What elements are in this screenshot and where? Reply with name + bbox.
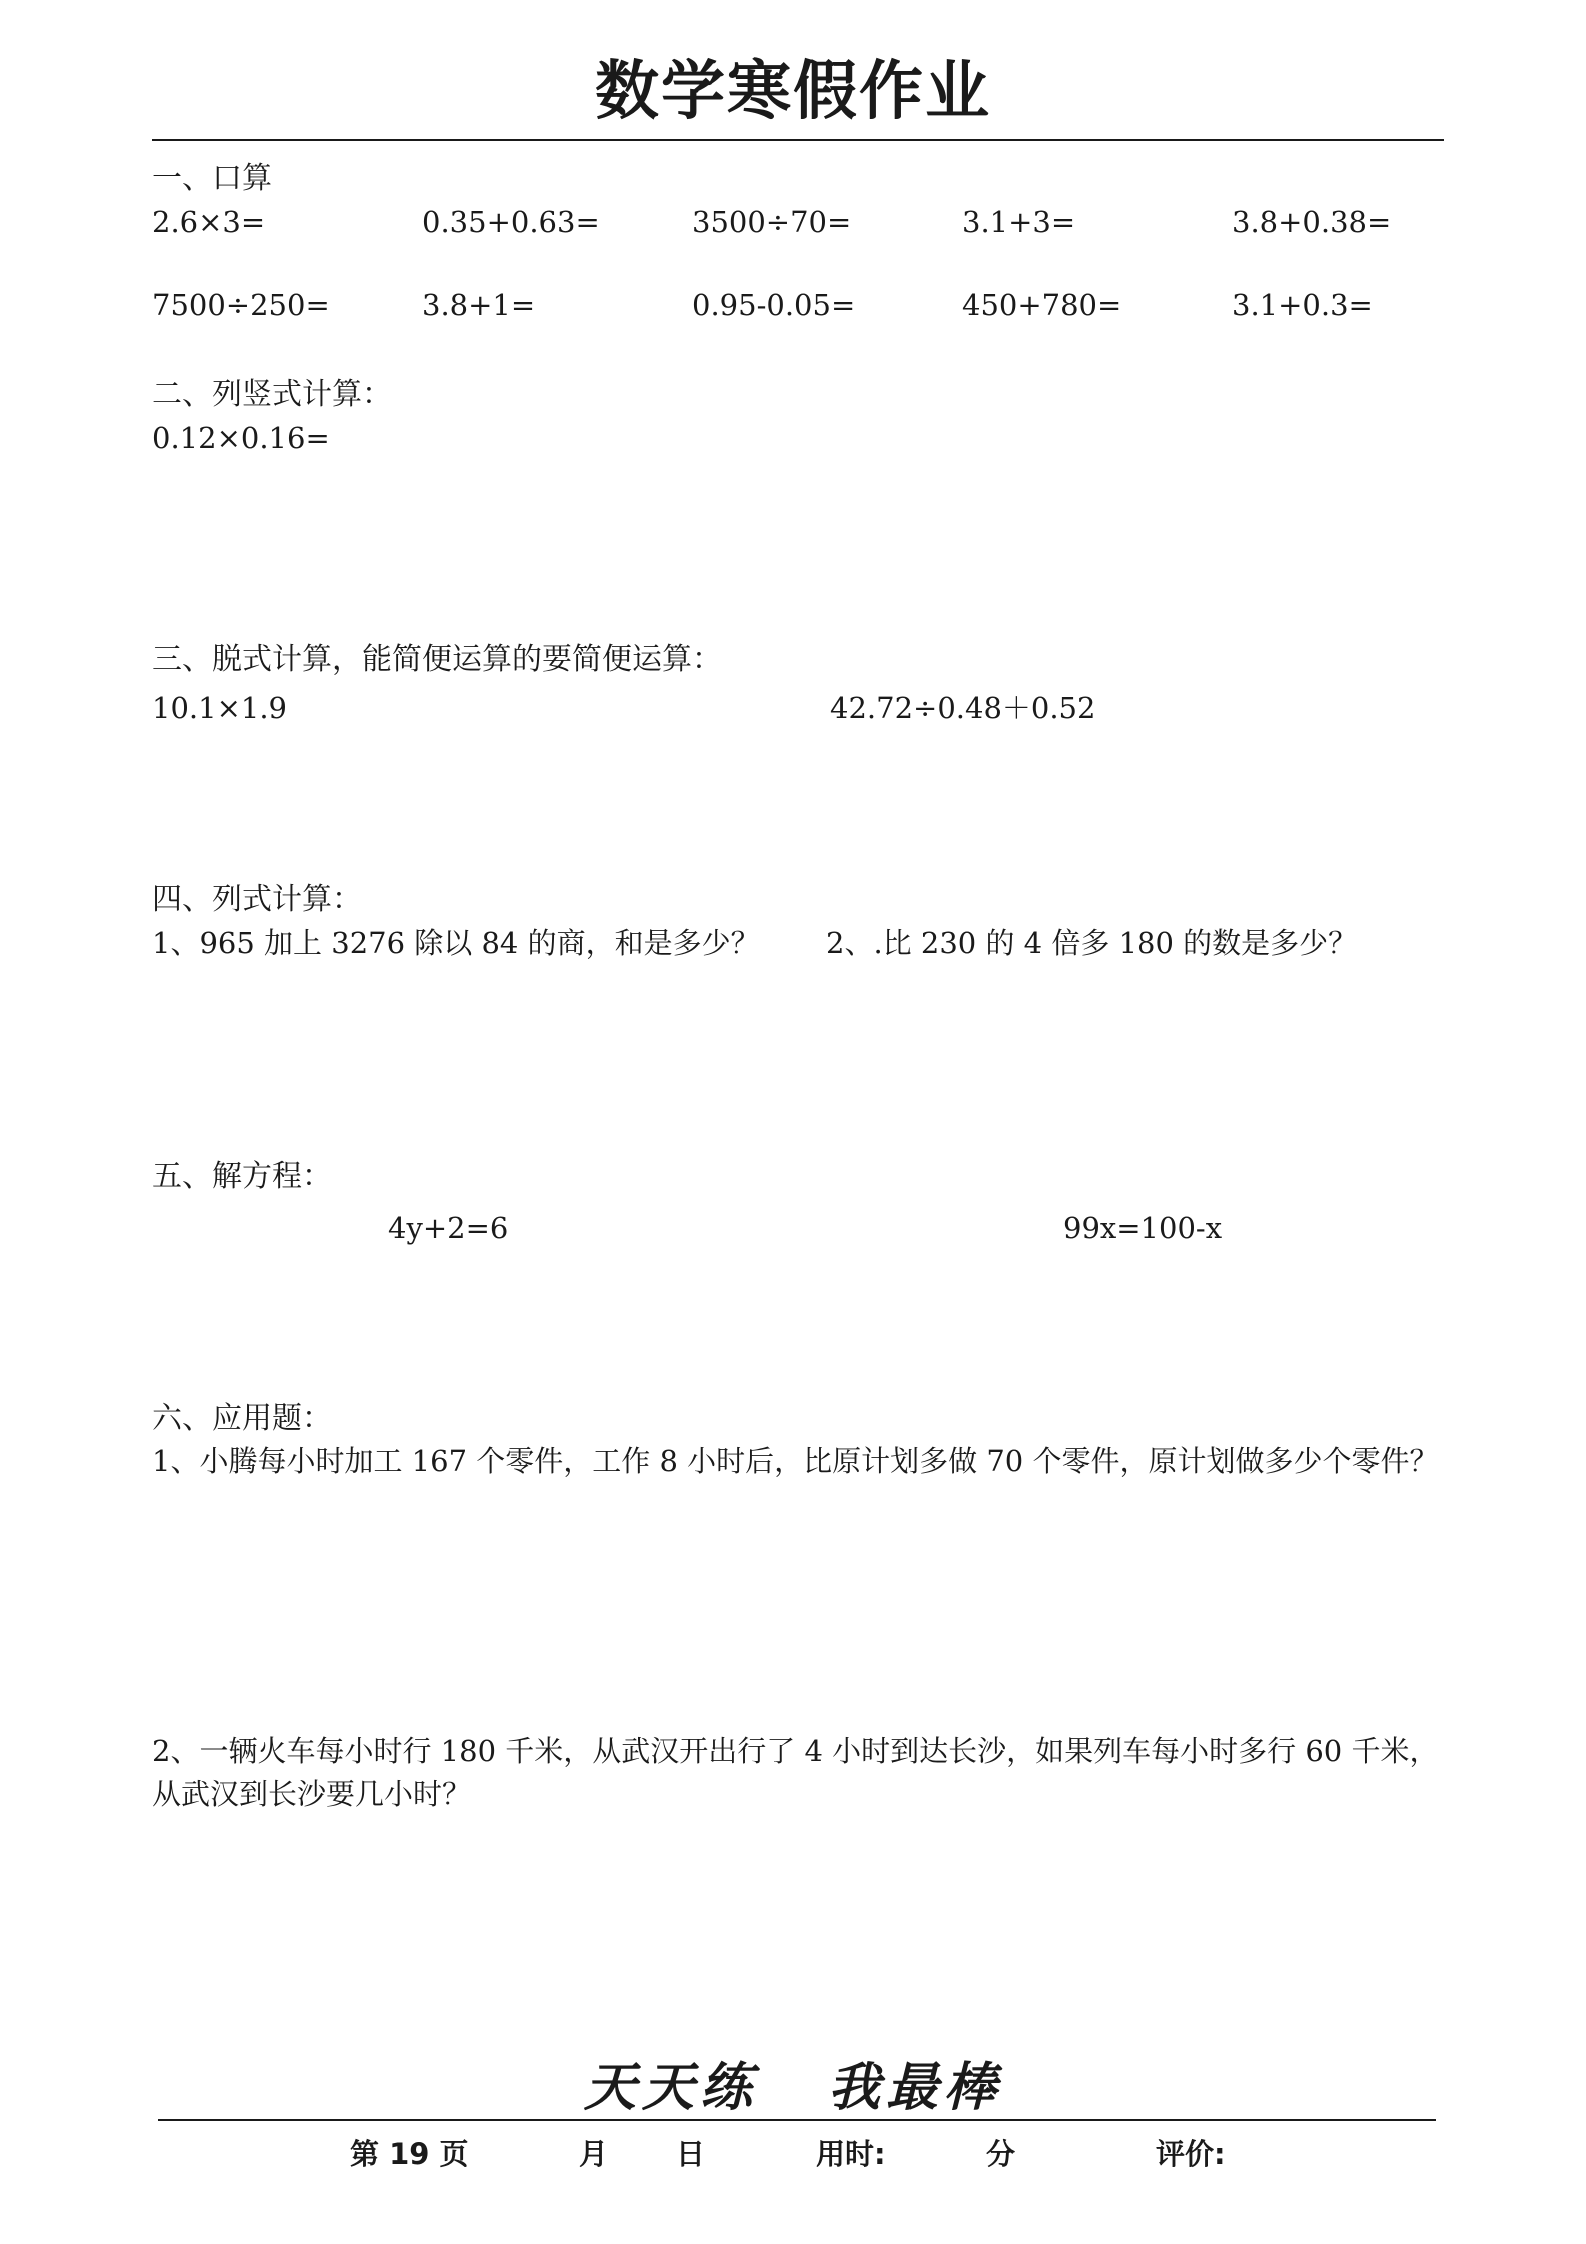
footer-month: 月 [579,2137,609,2171]
footer-time-label: 用时: [816,2137,886,2171]
word-problem-item: 2、一辆火车每小时行 180 千米，从武汉开出行了 4 小时到达长沙，如果列车每小时多行 60 千米，从武汉到长沙要几小时？ [152,1734,1439,1811]
footer-evaluation: 评价: [1156,2137,1226,2171]
section-heading-vertical-calculation: 二、列竖式计算： [152,377,392,412]
mental-math-item: 3500÷70= [692,205,852,239]
mental-math-item: 3.8+0.38= [1232,205,1392,239]
section-heading-step-calculation: 三、脱式计算，能简便运算的要简便运算： [152,642,722,677]
footer-day: 日 [676,2137,706,2171]
slogan-part-best: 我最棒 [828,2057,1003,2118]
section-heading-equations: 五、解方程： [152,1159,332,1194]
mental-math-item: 3.1+3= [962,205,1076,239]
expression-calc-item: 2、.比 230 的 4 倍多 180 的数是多少？ [826,926,1358,960]
mental-math-item: 3.1+0.3= [1232,288,1373,322]
vertical-calc-item: 0.12×0.16= [152,421,330,455]
slogan-part-practice: 天天练 [583,2057,758,2118]
section-heading-mental-arithmetic: 一、口算 [152,161,272,196]
mental-math-item: 450+780= [962,288,1122,322]
mental-math-item: 2.6×3= [152,205,266,239]
footer-page-number: 第 19 页 [350,2137,469,2171]
equation-item: 4y+2=6 [388,1211,509,1245]
section-heading-expression-calculation: 四、列式计算： [152,882,362,917]
expression-calc-item: 1、965 加上 3276 除以 84 的商，和是多少？ [152,926,760,960]
step-calc-item: 10.1×1.9 [152,691,287,725]
mental-math-item: 7500÷250= [152,288,330,322]
mental-math-item: 0.35+0.63= [422,205,600,239]
footer-divider [158,2119,1436,2121]
step-calc-item: 42.72÷0.48＋0.52 [830,691,1096,725]
equation-item: 99x=100-x [1063,1211,1223,1245]
mental-math-item: 3.8+1= [422,288,536,322]
page-title: 数学寒假作业 [595,55,991,129]
title-divider [152,139,1444,141]
word-problem-item: 1、小腾每小时加工 167 个零件，工作 8 小时后，比原计划多做 70 个零件，原计划做多少个零件？ [152,1444,1439,1478]
footer-minutes: 分 [986,2137,1016,2171]
section-heading-word-problems: 六、应用题： [152,1401,332,1436]
mental-math-item: 0.95-0.05= [692,288,856,322]
slogan [0,2056,1586,2120]
